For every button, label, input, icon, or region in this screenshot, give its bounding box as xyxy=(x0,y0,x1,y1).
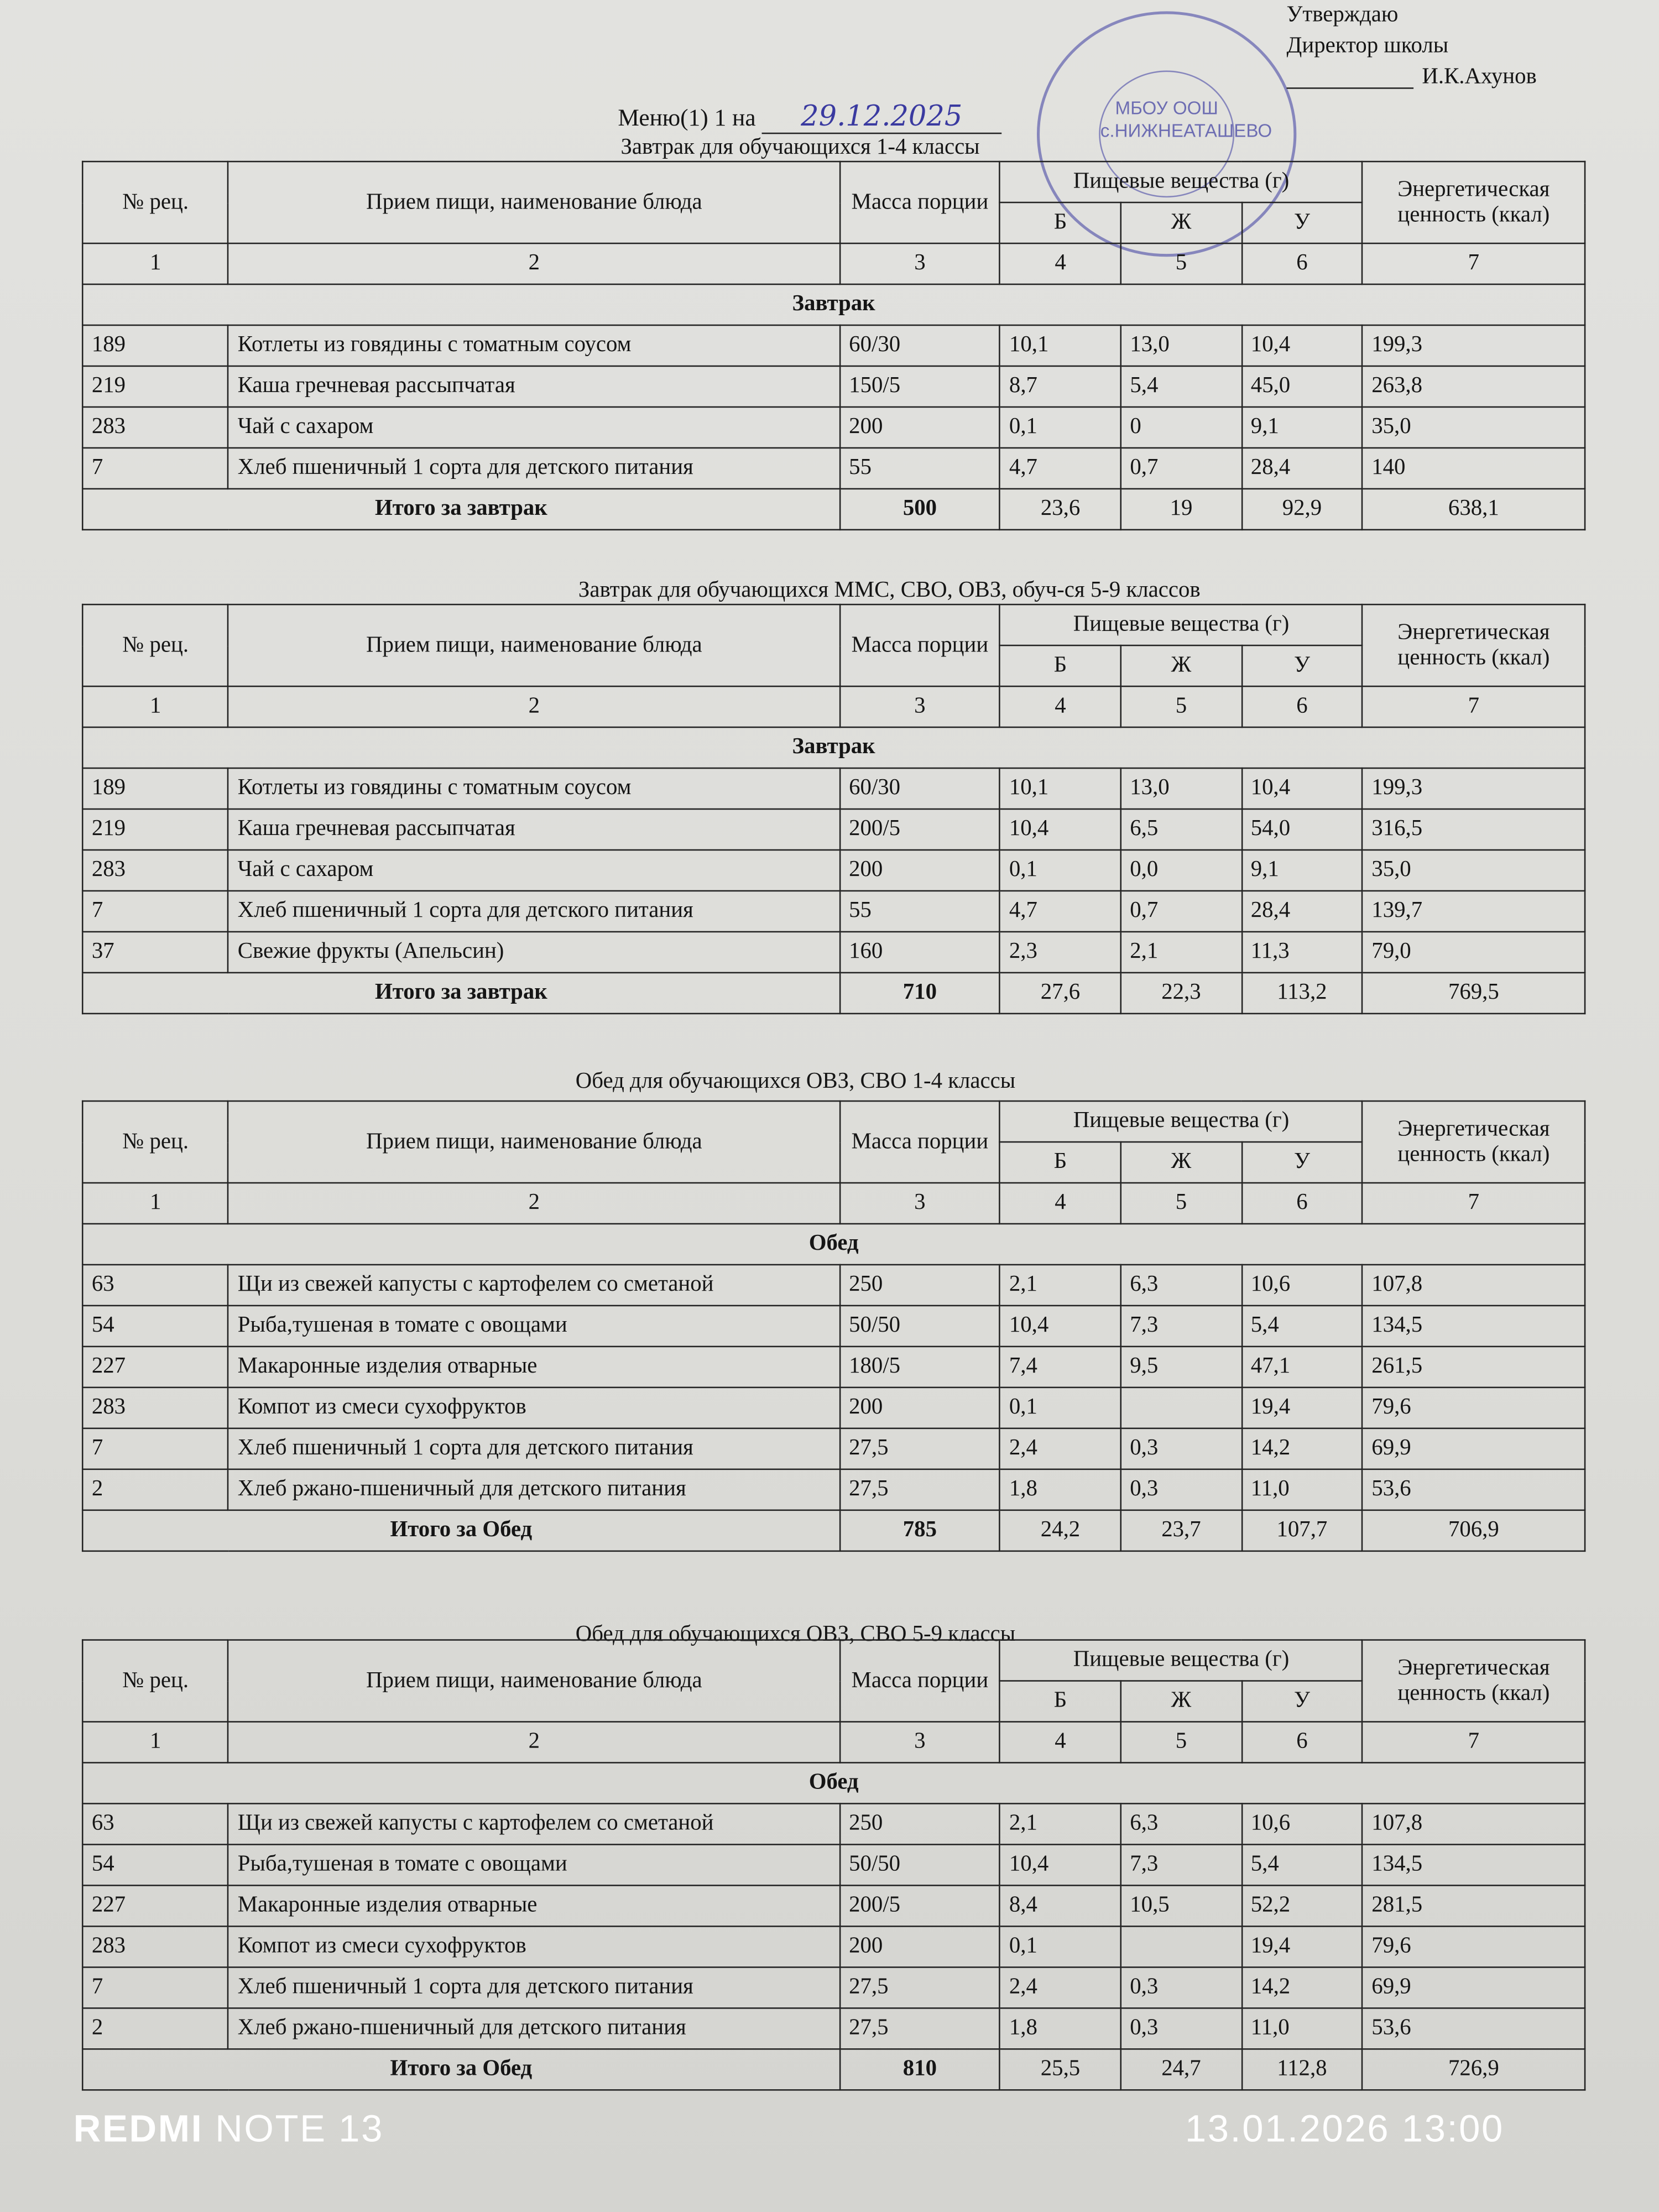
protein: 8,4 xyxy=(1000,1885,1120,1926)
header-num: № рец. xyxy=(82,1101,228,1183)
approval-label: Утверждаю xyxy=(1286,3,1399,27)
table-row xyxy=(82,932,1585,973)
header-num: № рец. xyxy=(82,161,228,243)
energy: 79,6 xyxy=(1363,1387,1585,1428)
header-energy: Энергетическая ценность (ккал) xyxy=(1363,1640,1585,1722)
dish-name: Хлеб ржано-пшеничный для детского питания xyxy=(228,1469,839,1510)
section-title: Обед xyxy=(82,1762,1585,1803)
portion-mass: 27,5 xyxy=(840,1428,1000,1469)
energy: 263,8 xyxy=(1363,366,1585,407)
carbs: 14,2 xyxy=(1241,1428,1363,1469)
table-row xyxy=(82,1926,1585,1967)
energy: 134,5 xyxy=(1363,1306,1585,1347)
portion-mass: 200 xyxy=(840,850,1000,891)
energy: 35,0 xyxy=(1363,850,1585,891)
table-row xyxy=(82,2008,1585,2049)
protein: 1,8 xyxy=(1000,2008,1120,2049)
total-energy: 726,9 xyxy=(1363,2049,1585,2090)
energy: 35,0 xyxy=(1363,407,1585,448)
energy: 316,5 xyxy=(1363,809,1585,850)
protein: 2,1 xyxy=(1000,1803,1120,1844)
portion-mass: 55 xyxy=(840,891,1000,932)
column-number: 5 xyxy=(1121,1721,1241,1762)
fat xyxy=(1121,1387,1241,1428)
header-row xyxy=(82,1101,1585,1142)
header-u: У xyxy=(1241,645,1363,686)
portion-mass: 200/5 xyxy=(840,1885,1000,1926)
approval-block xyxy=(1287,0,1537,93)
fat: 0,3 xyxy=(1121,1469,1241,1510)
carbs: 10,4 xyxy=(1241,768,1363,809)
recipe-number: 283 xyxy=(82,1926,228,1967)
dish-name: Щи из свежей капусты с картофелем со сметаной xyxy=(228,1265,839,1306)
fat: 13,0 xyxy=(1121,768,1241,809)
portion-mass: 200 xyxy=(840,407,1000,448)
header-zh: Ж xyxy=(1121,202,1241,243)
column-number: 6 xyxy=(1241,1721,1363,1762)
menu-table xyxy=(82,1639,1585,2090)
header-b: Б xyxy=(1000,1681,1120,1722)
carbs: 11,0 xyxy=(1241,1469,1363,1510)
total-row xyxy=(82,2049,1585,2090)
column-number: 6 xyxy=(1241,1183,1363,1224)
column-number-row xyxy=(82,243,1585,284)
section-title: Завтрак xyxy=(82,284,1585,325)
signature-line xyxy=(1287,65,1414,88)
menu-title-prefix: Меню(1) 1 на xyxy=(618,104,756,132)
recipe-number: 283 xyxy=(82,407,228,448)
section-row xyxy=(82,1762,1585,1803)
section-title: Обед xyxy=(82,1224,1585,1265)
portion-mass: 27,5 xyxy=(840,2008,1000,2049)
table-row xyxy=(82,768,1585,809)
table-row xyxy=(82,448,1585,489)
table-row xyxy=(82,850,1585,891)
column-number: 3 xyxy=(840,1183,1000,1224)
recipe-number: 7 xyxy=(82,891,228,932)
dish-name: Рыба,тушеная в томате с овощами xyxy=(228,1306,839,1347)
header-row xyxy=(82,1640,1585,1681)
carbs: 11,3 xyxy=(1241,932,1363,973)
recipe-number: 63 xyxy=(82,1803,228,1844)
header-row xyxy=(82,604,1585,645)
table-caption: Обед для обучающихся ОВЗ, СВО 1-4 классы xyxy=(575,1069,1016,1094)
carbs: 5,4 xyxy=(1241,1306,1363,1347)
column-number: 2 xyxy=(228,686,839,727)
recipe-number: 37 xyxy=(82,932,228,973)
header-row xyxy=(82,161,1585,202)
total-protein: 24,2 xyxy=(1000,1510,1120,1551)
total-row xyxy=(82,489,1585,530)
portion-mass: 250 xyxy=(840,1265,1000,1306)
header-u: У xyxy=(1241,1142,1363,1183)
protein: 2,3 xyxy=(1000,932,1120,973)
carbs: 9,1 xyxy=(1241,407,1362,448)
energy: 199,3 xyxy=(1363,325,1585,366)
table-row xyxy=(82,1306,1585,1347)
watermark-brand: REDMI xyxy=(73,2107,204,2150)
section-title: Завтрак xyxy=(82,727,1585,768)
total-protein: 25,5 xyxy=(1000,2049,1120,2090)
portion-mass: 150/5 xyxy=(840,366,1000,407)
carbs: 9,1 xyxy=(1241,850,1363,891)
header-nutrients: Пищевые вещества (г) xyxy=(1000,1101,1362,1142)
recipe-number: 63 xyxy=(82,1265,228,1306)
carbs: 10,6 xyxy=(1241,1265,1363,1306)
fat: 6,3 xyxy=(1121,1803,1241,1844)
header-mass: Масса порции xyxy=(840,604,1000,686)
header-num: № рец. xyxy=(82,604,228,686)
protein: 0,1 xyxy=(1000,1926,1120,1967)
total-energy: 769,5 xyxy=(1363,973,1585,1014)
header-mass: Масса порции xyxy=(840,1101,1000,1183)
carbs: 54,0 xyxy=(1241,809,1363,850)
total-mass: 785 xyxy=(840,1510,1000,1551)
menu-table xyxy=(82,1100,1585,1552)
header-name: Прием пищи, наименование блюда xyxy=(228,161,839,243)
menu-table xyxy=(82,161,1585,530)
recipe-number: 283 xyxy=(82,1387,228,1428)
energy: 79,6 xyxy=(1363,1926,1585,1967)
approval-name: И.К.Ахунов xyxy=(1422,65,1537,89)
energy: 69,9 xyxy=(1363,1428,1585,1469)
section-row xyxy=(82,727,1585,768)
header-energy: Энергетическая ценность (ккал) xyxy=(1363,1101,1585,1183)
recipe-number: 219 xyxy=(82,809,228,850)
dish-name: Каша гречневая рассыпчатая xyxy=(228,366,839,407)
total-mass: 710 xyxy=(840,973,1000,1014)
fat: 9,5 xyxy=(1121,1347,1241,1387)
dish-name: Макаронные изделия отварные xyxy=(228,1885,839,1926)
header-zh: Ж xyxy=(1121,1681,1241,1722)
header-nutrients: Пищевые вещества (г) xyxy=(1000,161,1362,202)
column-number: 4 xyxy=(1000,1721,1120,1762)
fat: 6,3 xyxy=(1121,1265,1241,1306)
fat: 0,7 xyxy=(1121,448,1241,489)
protein: 10,4 xyxy=(1000,809,1120,850)
total-protein: 27,6 xyxy=(1000,973,1120,1014)
portion-mass: 60/30 xyxy=(840,768,1000,809)
total-label: Итого за Обед xyxy=(82,2049,839,2090)
total-fat: 24,7 xyxy=(1121,2049,1241,2090)
carbs: 14,2 xyxy=(1241,1967,1363,2008)
column-number: 1 xyxy=(82,243,228,284)
recipe-number: 7 xyxy=(82,448,228,489)
table-row xyxy=(82,407,1585,448)
approval-position: Директор школы xyxy=(1286,34,1449,58)
portion-mass: 60/30 xyxy=(840,325,1000,366)
energy: 107,8 xyxy=(1363,1265,1585,1306)
column-number: 5 xyxy=(1121,243,1241,284)
fat: 0,3 xyxy=(1121,1428,1241,1469)
dish-name: Компот из смеси сухофруктов xyxy=(228,1926,839,1967)
watermark-datetime: 13.01.2026 13:00 xyxy=(1185,2107,1504,2150)
section-row xyxy=(82,284,1585,325)
energy: 140 xyxy=(1363,448,1585,489)
carbs: 28,4 xyxy=(1241,448,1362,489)
recipe-number: 2 xyxy=(82,2008,228,2049)
portion-mass: 27,5 xyxy=(840,1469,1000,1510)
recipe-number: 7 xyxy=(82,1967,228,2008)
column-number: 6 xyxy=(1241,243,1362,284)
fat xyxy=(1121,1926,1241,1967)
recipe-number: 54 xyxy=(82,1306,228,1347)
column-number: 5 xyxy=(1121,686,1241,727)
fat: 7,3 xyxy=(1121,1306,1241,1347)
header-energy: Энергетическая ценность (ккал) xyxy=(1363,161,1585,243)
portion-mass: 50/50 xyxy=(840,1844,1000,1885)
protein: 0,1 xyxy=(1000,1387,1120,1428)
header-mass: Масса порции xyxy=(840,161,1000,243)
column-number: 3 xyxy=(840,686,1000,727)
column-number: 4 xyxy=(1000,1183,1120,1224)
dish-name: Хлеб пшеничный 1 сорта для детского питания xyxy=(228,448,839,489)
column-number: 1 xyxy=(82,1721,228,1762)
total-fat: 23,7 xyxy=(1121,1510,1241,1551)
protein: 2,4 xyxy=(1000,1967,1120,2008)
portion-mass: 50/50 xyxy=(840,1306,1000,1347)
protein: 10,4 xyxy=(1000,1306,1120,1347)
carbs: 19,4 xyxy=(1241,1926,1363,1967)
dish-name: Компот из смеси сухофруктов xyxy=(228,1387,839,1428)
column-number: 7 xyxy=(1363,1183,1585,1224)
header-name: Прием пищи, наименование блюда xyxy=(228,604,839,686)
total-mass: 500 xyxy=(840,489,1000,530)
column-number: 1 xyxy=(82,686,228,727)
total-carbs: 112,8 xyxy=(1241,2049,1363,2090)
stamp-text: МБОУ ООШ с.НИЖНЕАТАШЕВО xyxy=(1099,71,1234,198)
table-row xyxy=(82,809,1585,850)
table-caption: Завтрак для обучающихся 1-4 классы xyxy=(620,135,980,160)
recipe-number: 227 xyxy=(82,1347,228,1387)
total-mass: 810 xyxy=(840,2049,1000,2090)
fat: 7,3 xyxy=(1121,1844,1241,1885)
column-number: 1 xyxy=(82,1183,228,1224)
dish-name: Хлеб пшеничный 1 сорта для детского питания xyxy=(228,1428,839,1469)
protein: 10,1 xyxy=(1000,325,1120,366)
column-number: 6 xyxy=(1241,686,1363,727)
column-number-row xyxy=(82,1183,1585,1224)
fat: 0,7 xyxy=(1121,891,1241,932)
protein: 10,1 xyxy=(1000,768,1120,809)
portion-mass: 200/5 xyxy=(840,809,1000,850)
column-number: 2 xyxy=(228,1721,839,1762)
recipe-number: 7 xyxy=(82,1428,228,1469)
dish-name: Свежие фрукты (Апельсин) xyxy=(228,932,839,973)
dish-name: Щи из свежей капусты с картофелем со сметаной xyxy=(228,1803,839,1844)
portion-mass: 55 xyxy=(840,448,1000,489)
energy: 281,5 xyxy=(1363,1885,1585,1926)
table-caption: Завтрак для обучающихся ММС, СВО, ОВЗ, обуч-ся 5-9 классов xyxy=(578,578,1201,603)
carbs: 28,4 xyxy=(1241,891,1363,932)
header-u: У xyxy=(1241,1681,1363,1722)
portion-mass: 180/5 xyxy=(840,1347,1000,1387)
protein: 0,1 xyxy=(1000,407,1120,448)
portion-mass: 27,5 xyxy=(840,1967,1000,2008)
total-label: Итого за завтрак xyxy=(82,489,839,530)
energy: 53,6 xyxy=(1363,1469,1585,1510)
table-row xyxy=(82,1347,1585,1387)
table-row xyxy=(82,1387,1585,1428)
header-b: Б xyxy=(1000,202,1120,243)
total-carbs: 92,9 xyxy=(1241,489,1362,530)
recipe-number: 2 xyxy=(82,1469,228,1510)
dish-name: Хлеб пшеничный 1 сорта для детского питания xyxy=(228,1967,839,2008)
dish-name: Котлеты из говядины с томатным соусом xyxy=(228,768,839,809)
fat: 6,5 xyxy=(1121,809,1241,850)
protein: 8,7 xyxy=(1000,366,1120,407)
fat: 0,3 xyxy=(1121,1967,1241,2008)
fat: 0,0 xyxy=(1121,850,1241,891)
carbs: 5,4 xyxy=(1241,1844,1363,1885)
dish-name: Хлеб ржано-пшеничный для детского питания xyxy=(228,2008,839,2049)
camera-watermark xyxy=(74,2107,384,2151)
energy: 134,5 xyxy=(1363,1844,1585,1885)
menu-table xyxy=(82,604,1585,1014)
total-fat: 22,3 xyxy=(1121,973,1241,1014)
recipe-number: 189 xyxy=(82,325,228,366)
protein: 2,1 xyxy=(1000,1265,1120,1306)
total-label: Итого за завтрак xyxy=(82,973,839,1014)
dish-name: Чай с сахаром xyxy=(228,850,839,891)
carbs: 10,4 xyxy=(1241,325,1362,366)
header-name: Прием пищи, наименование блюда xyxy=(228,1640,839,1722)
total-energy: 706,9 xyxy=(1363,1510,1585,1551)
protein: 4,7 xyxy=(1000,448,1120,489)
header-b: Б xyxy=(1000,645,1120,686)
total-energy: 638,1 xyxy=(1363,489,1585,530)
portion-mass: 200 xyxy=(840,1926,1000,1967)
column-number: 5 xyxy=(1121,1183,1241,1224)
header-b: Б xyxy=(1000,1142,1120,1183)
header-nutrients: Пищевые вещества (г) xyxy=(1000,604,1362,645)
dish-name: Котлеты из говядины с томатным соусом xyxy=(228,325,839,366)
table-row xyxy=(82,1885,1585,1926)
column-number: 2 xyxy=(228,1183,839,1224)
dish-name: Макаронные изделия отварные xyxy=(228,1347,839,1387)
energy: 53,6 xyxy=(1363,2008,1585,2049)
menu-title xyxy=(618,99,1001,134)
column-number: 3 xyxy=(840,243,1000,284)
menu-date: 29.12.2025 xyxy=(761,99,1001,134)
protein: 10,4 xyxy=(1000,1844,1120,1885)
recipe-number: 54 xyxy=(82,1844,228,1885)
table-row xyxy=(82,1428,1585,1469)
fat: 2,1 xyxy=(1121,932,1241,973)
energy: 261,5 xyxy=(1363,1347,1585,1387)
fat: 5,4 xyxy=(1121,366,1241,407)
total-carbs: 113,2 xyxy=(1241,973,1363,1014)
column-number: 3 xyxy=(840,1721,1000,1762)
fat: 0,3 xyxy=(1121,2008,1241,2049)
energy: 69,9 xyxy=(1363,1967,1585,2008)
column-number: 7 xyxy=(1363,686,1585,727)
protein: 1,8 xyxy=(1000,1469,1120,1510)
column-number-row xyxy=(82,686,1585,727)
total-protein: 23,6 xyxy=(1000,489,1120,530)
energy: 139,7 xyxy=(1363,891,1585,932)
recipe-number: 227 xyxy=(82,1885,228,1926)
carbs: 47,1 xyxy=(1241,1347,1363,1387)
recipe-number: 283 xyxy=(82,850,228,891)
table-row xyxy=(82,325,1585,366)
carbs: 45,0 xyxy=(1241,366,1362,407)
dish-name: Чай с сахаром xyxy=(228,407,839,448)
table-row xyxy=(82,1844,1585,1885)
table-caption: Обед для обучающихся ОВЗ, СВО 5-9 классы xyxy=(575,1622,1016,1647)
carbs: 52,2 xyxy=(1241,1885,1363,1926)
dish-name: Каша гречневая рассыпчатая xyxy=(228,809,839,850)
carbs: 19,4 xyxy=(1241,1387,1363,1428)
dish-name: Рыба,тушеная в томате с овощами xyxy=(228,1844,839,1885)
table-row xyxy=(82,366,1585,407)
protein: 2,4 xyxy=(1000,1428,1120,1469)
section-row xyxy=(82,1224,1585,1265)
total-row xyxy=(82,1510,1585,1551)
portion-mass: 250 xyxy=(840,1803,1000,1844)
header-name: Прием пищи, наименование блюда xyxy=(228,1101,839,1183)
table-row xyxy=(82,1803,1585,1844)
energy: 107,8 xyxy=(1363,1803,1585,1844)
column-number: 7 xyxy=(1363,243,1585,284)
portion-mass: 160 xyxy=(840,932,1000,973)
table-row xyxy=(82,891,1585,932)
table-row xyxy=(82,1967,1585,2008)
fat: 0 xyxy=(1121,407,1241,448)
protein: 0,1 xyxy=(1000,850,1120,891)
column-number: 4 xyxy=(1000,243,1120,284)
protein: 4,7 xyxy=(1000,891,1120,932)
total-row xyxy=(82,973,1585,1014)
total-carbs: 107,7 xyxy=(1241,1510,1363,1551)
header-energy: Энергетическая ценность (ккал) xyxy=(1363,604,1585,686)
header-zh: Ж xyxy=(1121,1142,1241,1183)
recipe-number: 219 xyxy=(82,366,228,407)
recipe-number: 189 xyxy=(82,768,228,809)
dish-name: Хлеб пшеничный 1 сорта для детского питания xyxy=(228,891,839,932)
header-num: № рец. xyxy=(82,1640,228,1722)
column-number: 7 xyxy=(1363,1721,1585,1762)
energy: 79,0 xyxy=(1363,932,1585,973)
portion-mass: 200 xyxy=(840,1387,1000,1428)
table-row xyxy=(82,1265,1585,1306)
fat: 10,5 xyxy=(1121,1885,1241,1926)
total-fat: 19 xyxy=(1121,489,1241,530)
watermark-model: NOTE 13 xyxy=(215,2107,384,2150)
energy: 199,3 xyxy=(1363,768,1585,809)
header-u: У xyxy=(1241,202,1362,243)
carbs: 11,0 xyxy=(1241,2008,1363,2049)
carbs: 10,6 xyxy=(1241,1803,1363,1844)
table-row xyxy=(82,1469,1585,1510)
header-nutrients: Пищевые вещества (г) xyxy=(1000,1640,1362,1681)
column-number-row xyxy=(82,1721,1585,1762)
header-mass: Масса порции xyxy=(840,1640,1000,1722)
total-label: Итого за Обед xyxy=(82,1510,839,1551)
column-number: 4 xyxy=(1000,686,1120,727)
protein: 7,4 xyxy=(1000,1347,1120,1387)
header-zh: Ж xyxy=(1121,645,1241,686)
fat: 13,0 xyxy=(1121,325,1241,366)
column-number: 2 xyxy=(228,243,839,284)
